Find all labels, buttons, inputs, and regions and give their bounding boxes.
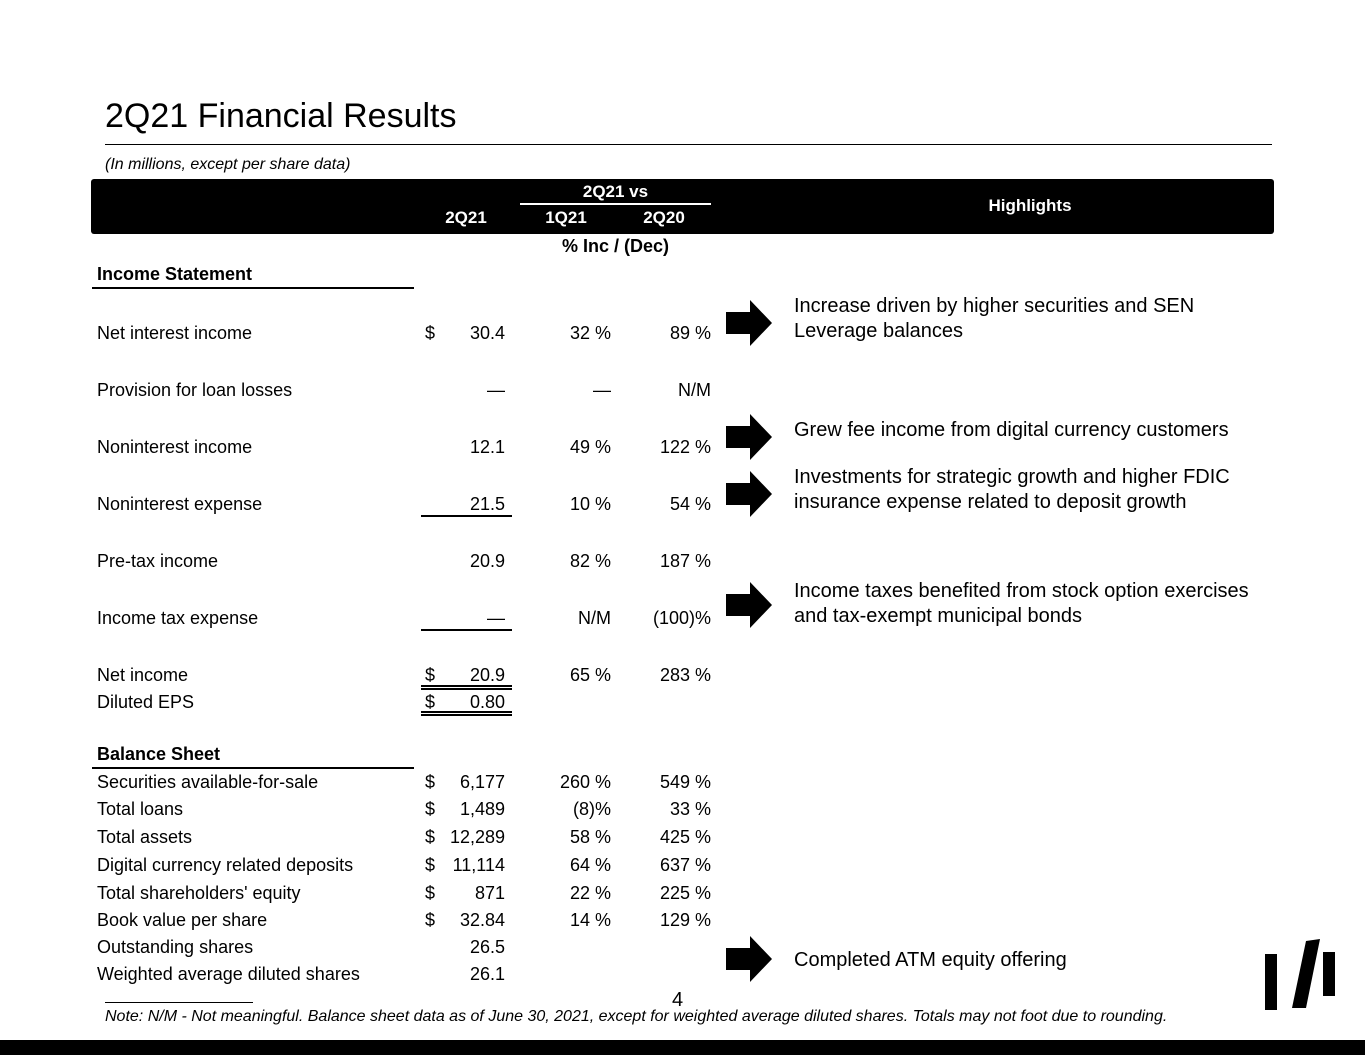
units-subtitle: (In millions, except per share data) bbox=[105, 156, 351, 173]
page-number: 4 bbox=[672, 989, 684, 1011]
income-statement-heading-rule bbox=[92, 287, 414, 289]
right-arrow-icon bbox=[726, 300, 772, 346]
pct-vs-1q21: — bbox=[593, 380, 611, 400]
value-2q21: 12.1 bbox=[469, 437, 505, 457]
row-label-outstanding-shares: Outstanding shares bbox=[97, 937, 254, 957]
value-2q21: 21.5 bbox=[469, 494, 505, 514]
footnote: Note: N/M - Not meaningful. Balance sheet data as of June 30, 2021, except for weighted average diluted shares. Totals may not foot due to rounding. bbox=[105, 1008, 1168, 1025]
pct-vs-1q21: 64 % bbox=[569, 855, 611, 875]
currency-symbol: $ bbox=[425, 665, 436, 685]
value-2q21: 11,114 bbox=[452, 855, 505, 875]
row-label-noninterest-expense: Noninterest expense bbox=[97, 494, 263, 514]
row-label-total-shareholders-equity: Total shareholders' equity bbox=[97, 883, 301, 903]
column-header-1q21: 1Q21 bbox=[545, 208, 587, 227]
subtotal-rule bbox=[421, 515, 512, 517]
pct-vs-1q21: 22 % bbox=[569, 883, 611, 903]
row-label-weighted-average-diluted-shares: Weighted average diluted shares bbox=[97, 964, 360, 984]
comparison-underline bbox=[520, 203, 711, 205]
pct-vs-2q20: 54 % bbox=[669, 494, 711, 514]
pct-vs-2q20: 283 % bbox=[659, 665, 711, 685]
pct-vs-1q21: N/M bbox=[578, 608, 611, 628]
currency-symbol: $ bbox=[425, 827, 436, 847]
pct-vs-1q21: 32 % bbox=[569, 323, 611, 343]
value-2q21: 871 bbox=[474, 883, 505, 903]
balance-sheet-heading: Balance Sheet bbox=[97, 744, 221, 764]
value-2q21: — bbox=[487, 608, 505, 628]
highlight-text: Investments for strategic growth and higher FDIC bbox=[794, 466, 1230, 488]
row-label-book-value-per-share: Book value per share bbox=[97, 910, 268, 930]
footnote-rule bbox=[105, 1002, 253, 1003]
pct-vs-2q20: 637 % bbox=[659, 855, 711, 875]
currency-symbol: $ bbox=[425, 883, 436, 903]
value-2q21: 30.4 bbox=[469, 323, 505, 343]
subtotal-rule bbox=[421, 629, 512, 631]
pct-vs-2q20: 129 % bbox=[659, 910, 711, 930]
pct-vs-1q21: 65 % bbox=[569, 665, 611, 685]
value-2q21: 26.1 bbox=[469, 964, 505, 984]
pct-vs-1q21: 49 % bbox=[569, 437, 611, 457]
balance-sheet-heading-rule bbox=[92, 767, 414, 769]
currency-symbol: $ bbox=[425, 772, 436, 792]
pct-vs-2q20: 33 % bbox=[669, 799, 711, 819]
comparison-label: 2Q21 vs bbox=[582, 182, 649, 201]
currency-symbol: $ bbox=[425, 855, 436, 875]
value-2q21: 6,177 bbox=[459, 772, 505, 792]
pct-vs-2q20: (100)% bbox=[652, 608, 711, 628]
value-2q21: 32.84 bbox=[459, 910, 505, 930]
total-double-rule bbox=[421, 711, 512, 716]
row-label-total-assets: Total assets bbox=[97, 827, 193, 847]
right-arrow-icon bbox=[726, 582, 772, 628]
percent-change-label: % Inc / (Dec) bbox=[561, 236, 670, 256]
highlight-text: Grew fee income from digital currency customers bbox=[794, 419, 1229, 441]
title-divider bbox=[105, 144, 1272, 145]
total-double-rule bbox=[421, 685, 512, 690]
right-arrow-icon bbox=[726, 471, 772, 517]
pct-vs-2q20: 89 % bbox=[669, 323, 711, 343]
highlight-text: Leverage balances bbox=[794, 320, 964, 342]
row-label-net-income: Net income bbox=[97, 665, 189, 685]
pct-vs-2q20: 187 % bbox=[659, 551, 711, 571]
pct-vs-2q20: 122 % bbox=[659, 437, 711, 457]
column-header-2q20: 2Q20 bbox=[643, 208, 685, 227]
pct-vs-1q21: (8)% bbox=[572, 799, 611, 819]
row-label-pre-tax-income: Pre-tax income bbox=[97, 551, 219, 571]
value-2q21: 0.80 bbox=[469, 692, 505, 712]
row-label-net-interest-income: Net interest income bbox=[97, 323, 253, 343]
row-label-provision-for-loan-losses: Provision for loan losses bbox=[97, 380, 293, 400]
pct-vs-1q21: 10 % bbox=[569, 494, 611, 514]
column-header-2q21: 2Q21 bbox=[445, 208, 487, 227]
pct-vs-2q20: 425 % bbox=[659, 827, 711, 847]
row-label-digital-currency-related-deposits: Digital currency related deposits bbox=[97, 855, 354, 875]
column-header-highlights: Highlights bbox=[988, 196, 1072, 215]
highlight-text: Completed ATM equity offering bbox=[794, 949, 1067, 971]
pct-vs-2q20: 549 % bbox=[659, 772, 711, 792]
pct-vs-1q21: 14 % bbox=[569, 910, 611, 930]
right-arrow-icon bbox=[726, 936, 772, 982]
bottom-bar bbox=[0, 1040, 1365, 1055]
value-2q21: 1,489 bbox=[459, 799, 505, 819]
highlight-text: and tax-exempt municipal bonds bbox=[794, 605, 1082, 627]
row-label-total-loans: Total loans bbox=[97, 799, 184, 819]
pct-vs-1q21: 82 % bbox=[569, 551, 611, 571]
row-label-income-tax-expense: Income tax expense bbox=[97, 608, 259, 628]
highlight-text: Income taxes benefited from stock option exercises bbox=[794, 580, 1249, 602]
pct-vs-2q20: N/M bbox=[678, 380, 711, 400]
value-2q21: 12,289 bbox=[449, 827, 505, 847]
currency-symbol: $ bbox=[425, 910, 436, 930]
row-label-diluted-eps: Diluted EPS bbox=[97, 692, 195, 712]
currency-symbol: $ bbox=[425, 799, 436, 819]
pct-vs-1q21: 260 % bbox=[559, 772, 611, 792]
highlight-text: Increase driven by higher securities and SEN bbox=[794, 295, 1195, 317]
page-title: 2Q21 Financial Results bbox=[105, 97, 457, 135]
value-2q21: 26.5 bbox=[469, 937, 505, 957]
highlight-text: insurance expense related to deposit growth bbox=[794, 491, 1187, 513]
value-2q21: 20.9 bbox=[469, 551, 505, 571]
value-2q21: 20.9 bbox=[469, 665, 505, 685]
income-statement-heading: Income Statement bbox=[97, 264, 253, 284]
row-label-securities-available-for-sale: Securities available-for-sale bbox=[97, 772, 319, 792]
right-arrow-icon bbox=[726, 414, 772, 460]
currency-symbol: $ bbox=[425, 692, 436, 712]
currency-symbol: $ bbox=[425, 323, 436, 343]
pct-vs-2q20: 225 % bbox=[659, 883, 711, 903]
value-2q21: — bbox=[487, 380, 505, 400]
silvergate-logo bbox=[1262, 936, 1338, 1012]
pct-vs-1q21: 58 % bbox=[569, 827, 611, 847]
row-label-noninterest-income: Noninterest income bbox=[97, 437, 253, 457]
